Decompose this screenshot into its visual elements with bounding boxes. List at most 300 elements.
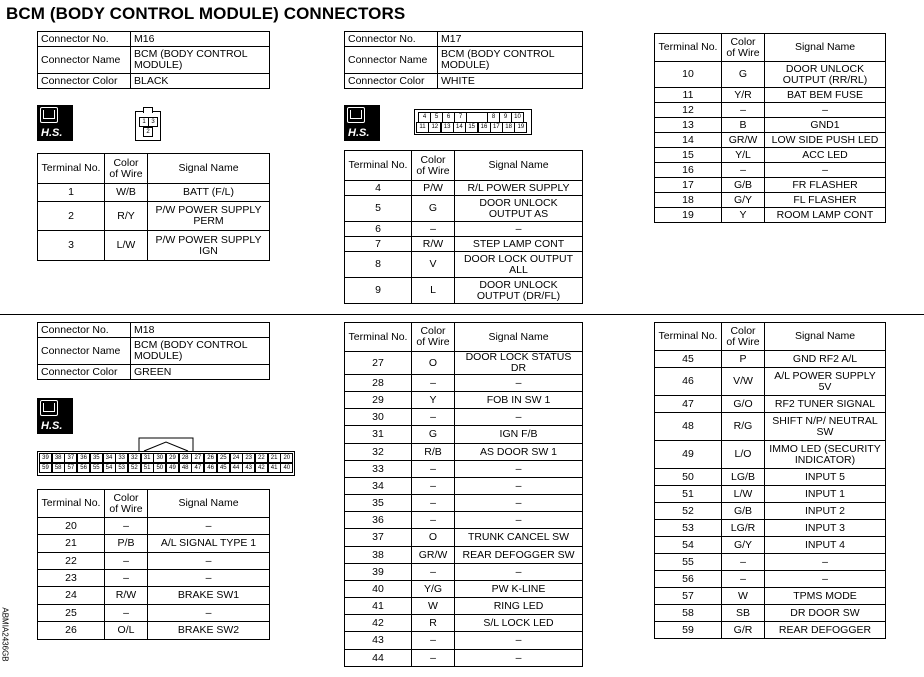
- table-row: [345, 564, 583, 581]
- signal-name: –: [765, 103, 886, 118]
- header-terminal: Terminal No.: [38, 490, 105, 518]
- signal-name: –: [455, 375, 583, 392]
- pin: 39: [39, 453, 52, 463]
- label-connector-name: Connector Name: [38, 338, 131, 365]
- signal-name: A/L SIGNAL TYPE 1: [148, 535, 270, 553]
- pin: 52: [128, 463, 141, 473]
- signal-name: SHIFT N/P/ NEUTRAL SW: [765, 413, 886, 441]
- table-row: [345, 529, 583, 547]
- harness-side-icon: H.S.: [344, 105, 380, 141]
- wire-color: G/Y: [722, 537, 765, 554]
- wire-color: G/B: [722, 503, 765, 520]
- m17-terminal-table-2: [654, 33, 886, 223]
- table-row: [345, 650, 583, 667]
- wire-color: P/W: [412, 181, 455, 196]
- terminal-no: 5: [345, 196, 412, 222]
- pin: 56: [77, 463, 90, 473]
- wire-color: –: [105, 518, 148, 535]
- header-terminal: Terminal No.: [655, 34, 722, 62]
- table-row: [38, 184, 270, 202]
- table-row: [38, 202, 270, 231]
- m18-connector-face: [37, 432, 295, 476]
- table-row: [655, 178, 886, 193]
- terminal-no: 44: [345, 650, 412, 667]
- signal-name: FR FLASHER: [765, 178, 886, 193]
- terminal-no: 54: [655, 537, 722, 554]
- signal-name: –: [148, 553, 270, 570]
- label-connector-no: Connector No.: [38, 32, 131, 47]
- table-row: [655, 413, 886, 441]
- section-divider: [0, 314, 924, 315]
- pin: 30: [153, 453, 166, 463]
- signal-name: –: [765, 571, 886, 588]
- header-signal: Signal Name: [148, 490, 270, 518]
- wire-color: –: [105, 605, 148, 622]
- table-row: [655, 571, 886, 588]
- pin: 32: [128, 453, 141, 463]
- pin: 27: [191, 453, 204, 463]
- signal-name: PW K-LINE: [455, 581, 583, 598]
- pin: 6: [442, 112, 455, 123]
- signal-name: INPUT 4: [765, 537, 886, 554]
- table-row: [655, 486, 886, 503]
- terminal-no: 35: [345, 495, 412, 512]
- terminal-no: 2: [38, 202, 105, 231]
- m17-terminal-table: [344, 150, 583, 304]
- wire-color: –: [105, 570, 148, 587]
- pin: 23: [242, 453, 255, 463]
- pin: 53: [115, 463, 128, 473]
- m18-name: BCM (BODY CONTROL MODULE): [131, 338, 270, 365]
- table-row: [345, 581, 583, 598]
- wire-color: –: [412, 564, 455, 581]
- pin: 3: [148, 117, 158, 127]
- terminal-no: 53: [655, 520, 722, 537]
- wire-color: –: [412, 632, 455, 650]
- table-row: [345, 444, 583, 461]
- wire-color: –: [105, 553, 148, 570]
- wire-color: Y/R: [722, 88, 765, 103]
- terminal-no: 52: [655, 503, 722, 520]
- wire-color: –: [412, 650, 455, 667]
- pin: 22: [255, 453, 268, 463]
- pin: 59: [39, 463, 52, 473]
- label-connector-no: Connector No.: [38, 323, 131, 338]
- m16-color: BLACK: [131, 74, 270, 89]
- pin: 40: [280, 463, 293, 473]
- table-row: [655, 133, 886, 148]
- pin: 46: [204, 463, 217, 473]
- signal-name: –: [148, 518, 270, 535]
- wire-color: W: [412, 598, 455, 615]
- signal-name: –: [455, 222, 583, 237]
- m17-no: M17: [438, 32, 583, 47]
- pin: 45: [217, 463, 230, 473]
- wire-color: L/W: [105, 231, 148, 261]
- signal-name: ACC LED: [765, 148, 886, 163]
- table-row: [345, 615, 583, 632]
- pin: 18: [502, 122, 515, 133]
- pin: 57: [64, 463, 77, 473]
- signal-name: FL FLASHER: [765, 193, 886, 208]
- wire-color: –: [722, 103, 765, 118]
- table-row: [655, 503, 886, 520]
- table-row: [655, 605, 886, 622]
- table-row: [345, 375, 583, 392]
- wire-color: R/W: [412, 237, 455, 252]
- m16-connector-face: [135, 107, 161, 141]
- wire-color: LG/R: [722, 520, 765, 537]
- harness-side-icon: H.S.: [37, 398, 73, 434]
- pin: 26: [204, 453, 217, 463]
- pin: 11: [416, 122, 429, 133]
- pin: 20: [280, 453, 293, 463]
- pin: 16: [478, 122, 491, 133]
- terminal-no: 55: [655, 554, 722, 571]
- terminal-no: 27: [345, 352, 412, 375]
- header-terminal: Terminal No.: [38, 154, 105, 184]
- table-row: [655, 396, 886, 413]
- terminal-no: 51: [655, 486, 722, 503]
- signal-name: –: [455, 495, 583, 512]
- pin: 33: [115, 453, 128, 463]
- pin: 38: [52, 453, 65, 463]
- signal-name: DOOR UNLOCK OUTPUT AS: [455, 196, 583, 222]
- pin: 49: [166, 463, 179, 473]
- terminal-no: 49: [655, 441, 722, 469]
- wire-color: –: [412, 478, 455, 495]
- m18-terminal-table-b: [344, 322, 583, 667]
- wire-color: B: [722, 118, 765, 133]
- wire-color: G/B: [722, 178, 765, 193]
- terminal-no: 21: [38, 535, 105, 553]
- terminal-no: 13: [655, 118, 722, 133]
- header-signal: Signal Name: [455, 151, 583, 181]
- header-color: Color of Wire: [105, 154, 148, 184]
- m18-terminal-table-a: [37, 489, 270, 640]
- label-connector-name: Connector Name: [38, 47, 131, 74]
- pin: 9: [499, 112, 512, 123]
- wire-color: –: [722, 554, 765, 571]
- header-terminal: Terminal No.: [345, 323, 412, 352]
- pin: 8: [487, 112, 500, 123]
- signal-name: STEP LAMP CONT: [455, 237, 583, 252]
- m17-name: BCM (BODY CONTROL MODULE): [438, 47, 583, 74]
- terminal-no: 22: [38, 553, 105, 570]
- pin: 48: [179, 463, 192, 473]
- terminal-no: 25: [38, 605, 105, 622]
- pin: 54: [103, 463, 116, 473]
- wire-color: V/W: [722, 368, 765, 396]
- table-row: [345, 278, 583, 304]
- m18-info-table: [37, 322, 270, 380]
- signal-name: A/L POWER SUPPLY 5V: [765, 368, 886, 396]
- pin: 42: [255, 463, 268, 473]
- pin: 51: [141, 463, 154, 473]
- terminal-no: 46: [655, 368, 722, 396]
- terminal-no: 24: [38, 587, 105, 605]
- signal-name: RF2 TUNER SIGNAL: [765, 396, 886, 413]
- header-color: Color of Wire: [105, 490, 148, 518]
- table-row: [655, 88, 886, 103]
- table-row: [345, 409, 583, 426]
- table-row: [38, 605, 270, 622]
- m16-terminal-table: [37, 153, 270, 261]
- terminal-no: 15: [655, 148, 722, 163]
- terminal-no: 16: [655, 163, 722, 178]
- table-row: [345, 461, 583, 478]
- pin: 44: [230, 463, 243, 473]
- wire-color: O/L: [105, 622, 148, 640]
- wire-color: Y/G: [412, 581, 455, 598]
- table-row: [655, 368, 886, 396]
- pin: 50: [153, 463, 166, 473]
- table-row: [38, 622, 270, 640]
- terminal-no: 28: [345, 375, 412, 392]
- pin: 17: [490, 122, 503, 133]
- wire-color: Y: [412, 392, 455, 409]
- terminal-no: 57: [655, 588, 722, 605]
- m17-info-table: [344, 31, 583, 89]
- signal-name: –: [455, 461, 583, 478]
- wire-color: –: [412, 222, 455, 237]
- signal-name: –: [455, 409, 583, 426]
- terminal-no: 23: [38, 570, 105, 587]
- pin: 31: [141, 453, 154, 463]
- pin: 4: [418, 112, 431, 123]
- label-connector-color: Connector Color: [38, 365, 131, 380]
- signal-name: IGN F/B: [455, 426, 583, 444]
- figure-id: ABMIA2436GB: [0, 607, 10, 662]
- wire-color: G/O: [722, 396, 765, 413]
- terminal-no: 50: [655, 469, 722, 486]
- table-row: [655, 103, 886, 118]
- wire-color: L: [412, 278, 455, 304]
- terminal-no: 33: [345, 461, 412, 478]
- wire-color: –: [722, 163, 765, 178]
- pin: 37: [64, 453, 77, 463]
- m16-no: M16: [131, 32, 270, 47]
- table-row: [655, 193, 886, 208]
- terminal-no: 42: [345, 615, 412, 632]
- wire-color: –: [412, 409, 455, 426]
- table-row: [655, 62, 886, 88]
- table-row: [345, 352, 583, 375]
- table-row: [655, 208, 886, 223]
- terminal-no: 29: [345, 392, 412, 409]
- table-row: [345, 252, 583, 278]
- table-row: [345, 512, 583, 529]
- label-connector-color: Connector Color: [38, 74, 131, 89]
- terminal-no: 39: [345, 564, 412, 581]
- wire-color: –: [722, 571, 765, 588]
- signal-name: BRAKE SW1: [148, 587, 270, 605]
- pin: 24: [230, 453, 243, 463]
- table-row: [655, 148, 886, 163]
- wire-color: Y: [722, 208, 765, 223]
- terminal-no: 17: [655, 178, 722, 193]
- terminal-no: 41: [345, 598, 412, 615]
- wire-color: Y/L: [722, 148, 765, 163]
- signal-name: BATT (F/L): [148, 184, 270, 202]
- signal-name: P/W POWER SUPPLY PERM: [148, 202, 270, 231]
- pin: 2: [143, 127, 153, 137]
- signal-name: BRAKE SW2: [148, 622, 270, 640]
- terminal-no: 18: [655, 193, 722, 208]
- signal-name: –: [765, 554, 886, 571]
- label-connector-no: Connector No.: [345, 32, 438, 47]
- terminal-no: 3: [38, 231, 105, 261]
- wire-color: –: [412, 512, 455, 529]
- m17-connector-face: [414, 109, 532, 135]
- table-row: [38, 553, 270, 570]
- signal-name: –: [455, 632, 583, 650]
- table-row: [655, 537, 886, 554]
- terminal-no: 58: [655, 605, 722, 622]
- signal-name: REAR DEFOGGER SW: [455, 547, 583, 564]
- header-color: Color of Wire: [722, 34, 765, 62]
- wire-color: R/B: [412, 444, 455, 461]
- signal-name: –: [455, 564, 583, 581]
- signal-name: –: [455, 478, 583, 495]
- signal-name: –: [455, 512, 583, 529]
- m18-color: GREEN: [131, 365, 270, 380]
- terminal-no: 11: [655, 88, 722, 103]
- signal-name: AS DOOR SW 1: [455, 444, 583, 461]
- pin: 58: [52, 463, 65, 473]
- terminal-no: 9: [345, 278, 412, 304]
- terminal-no: 37: [345, 529, 412, 547]
- terminal-no: 45: [655, 351, 722, 368]
- pin: 25: [217, 453, 230, 463]
- m18-terminal-table-c: [654, 322, 886, 639]
- table-row: [345, 632, 583, 650]
- signal-name: S/L LOCK LED: [455, 615, 583, 632]
- wire-color: R/Y: [105, 202, 148, 231]
- signal-name: INPUT 2: [765, 503, 886, 520]
- table-row: [655, 441, 886, 469]
- wire-color: P: [722, 351, 765, 368]
- signal-name: DOOR UNLOCK OUTPUT (RR/RL): [765, 62, 886, 88]
- table-row: [655, 622, 886, 639]
- table-row: [655, 520, 886, 537]
- wire-color: –: [412, 461, 455, 478]
- table-row: [345, 478, 583, 495]
- table-row: [38, 587, 270, 605]
- signal-name: TRUNK CANCEL SW: [455, 529, 583, 547]
- pin: 34: [103, 453, 116, 463]
- pin: 35: [90, 453, 103, 463]
- signal-name: R/L POWER SUPPLY: [455, 181, 583, 196]
- table-row: [345, 181, 583, 196]
- signal-name: FOB IN SW 1: [455, 392, 583, 409]
- terminal-no: 6: [345, 222, 412, 237]
- pin: 10: [511, 112, 524, 123]
- signal-name: BAT BEM FUSE: [765, 88, 886, 103]
- header-terminal: Terminal No.: [655, 323, 722, 351]
- table-row: [345, 547, 583, 564]
- label-connector-name: Connector Name: [345, 47, 438, 74]
- signal-name: REAR DEFOGGER: [765, 622, 886, 639]
- terminal-no: 8: [345, 252, 412, 278]
- wire-color: G/Y: [722, 193, 765, 208]
- header-color: Color of Wire: [412, 323, 455, 352]
- signal-name: DOOR LOCK OUTPUT ALL: [455, 252, 583, 278]
- terminal-no: 7: [345, 237, 412, 252]
- wire-color: LG/B: [722, 469, 765, 486]
- header-signal: Signal Name: [455, 323, 583, 352]
- pin: 1: [139, 117, 149, 127]
- page-title: BCM (BODY CONTROL MODULE) CONNECTORS: [6, 4, 406, 23]
- signal-name: IMMO LED (SECURITY INDICATOR): [765, 441, 886, 469]
- table-row: [38, 535, 270, 553]
- wire-color: P/B: [105, 535, 148, 553]
- terminal-no: 40: [345, 581, 412, 598]
- m18-no: M18: [131, 323, 270, 338]
- signal-name: –: [455, 650, 583, 667]
- pin: 13: [441, 122, 454, 133]
- pin: 15: [465, 122, 478, 133]
- table-row: [655, 469, 886, 486]
- signal-name: RING LED: [455, 598, 583, 615]
- terminal-no: 31: [345, 426, 412, 444]
- signal-name: TPMS MODE: [765, 588, 886, 605]
- wire-color: O: [412, 352, 455, 375]
- signal-name: –: [148, 605, 270, 622]
- pin: 14: [453, 122, 466, 133]
- wire-color: G: [722, 62, 765, 88]
- signal-name: –: [765, 163, 886, 178]
- m16-info-table: [37, 31, 270, 89]
- table-row: [655, 118, 886, 133]
- terminal-no: 38: [345, 547, 412, 564]
- wire-color: –: [412, 495, 455, 512]
- terminal-no: 1: [38, 184, 105, 202]
- signal-name: INPUT 3: [765, 520, 886, 537]
- pin: 5: [430, 112, 443, 123]
- wire-color: G: [412, 196, 455, 222]
- header-terminal: Terminal No.: [345, 151, 412, 181]
- wire-color: R/G: [722, 413, 765, 441]
- terminal-no: 19: [655, 208, 722, 223]
- pin: 28: [179, 453, 192, 463]
- label-connector-color: Connector Color: [345, 74, 438, 89]
- table-row: [345, 392, 583, 409]
- wire-color: W: [722, 588, 765, 605]
- wire-color: L/W: [722, 486, 765, 503]
- signal-name: P/W POWER SUPPLY IGN: [148, 231, 270, 261]
- pin: 12: [428, 122, 441, 133]
- pin: 7: [454, 112, 467, 123]
- pin: 41: [268, 463, 281, 473]
- pin: 43: [242, 463, 255, 473]
- wire-color: G/R: [722, 622, 765, 639]
- table-row: [655, 351, 886, 368]
- header-color: Color of Wire: [412, 151, 455, 181]
- terminal-no: 30: [345, 409, 412, 426]
- signal-name: DOOR LOCK STATUS DR: [455, 352, 583, 375]
- terminal-no: 47: [655, 396, 722, 413]
- table-row: [38, 518, 270, 535]
- terminal-no: 48: [655, 413, 722, 441]
- pin: 47: [191, 463, 204, 473]
- pin: 36: [77, 453, 90, 463]
- terminal-no: 20: [38, 518, 105, 535]
- table-row: [655, 588, 886, 605]
- table-row: [345, 196, 583, 222]
- wire-color: GR/W: [722, 133, 765, 148]
- signal-name: LOW SIDE PUSH LED: [765, 133, 886, 148]
